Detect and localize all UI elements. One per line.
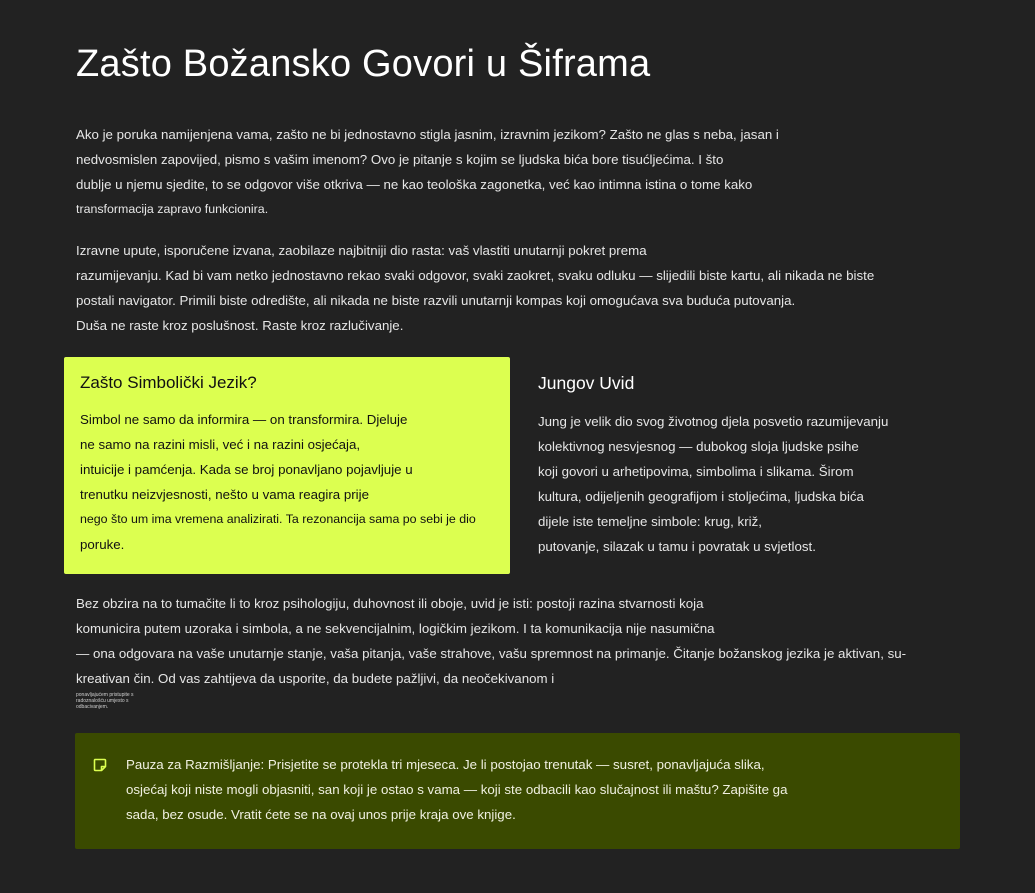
- tiny-line: odbacivanjem.: [76, 704, 109, 710]
- text-line: Duša ne raste kroz poslušnost. Raste kroz razlučivanje.: [76, 318, 404, 333]
- text-line: postali navigator. Primili biste odredište, ali nikada ne biste razvili unutarnji kompas koji omogućava sva buduća putovanja.: [76, 293, 796, 308]
- text-line: razumijevanju. Kad bi vam netko jednostavno rekao svaki odgovor, svaki zaokret, svaku odluku — slijedili biste kartu, ali nikada ne biste: [76, 268, 875, 283]
- reflection-line: osjećaj koji niste mogli objasniti, san koji je ostao s vama — koji ste odbacili kao slučajnost ili maštu? Zapišite ga: [126, 782, 788, 797]
- text-line: Ako je poruka namijenjena vama, zašto ne bi jednostavno stigla jasnim, izravnim jezikom? Zašto ne glas s neba, jasan i: [76, 127, 779, 142]
- intro-paragraph-2: [76, 238, 966, 338]
- text-line: — ona odgovara na vaše unutarnje stanje, vaša pitanja, vaše strahove, vašu spremnost na primanje. Čitanje božanskog jezika je aktivan, su-: [76, 646, 907, 661]
- text-line: transformacija zapravo funkcionira.: [76, 202, 269, 216]
- text-line: Izravne upute, isporučene izvana, zaobilaze najbitniji dio rasta: vaš vlastiti unutarnji pokret prema: [76, 243, 647, 258]
- aside-line: dijele iste temeljne simbole: krug, križ,: [538, 514, 762, 529]
- aside-line: kultura, odijeljenih geografijom i stoljećima, ljudska bića: [538, 489, 864, 504]
- aside-line: putovanje, silazak u tamu i povratak u svjetlost.: [538, 539, 816, 554]
- callout-title: Zašto Simbolički Jezik?: [80, 373, 257, 392]
- reflection-line: Pauza za Razmišljanje: Prisjetite se protekla tri mjeseca. Je li postojao trenutak — susret, ponavljajuća slika,: [126, 757, 765, 772]
- tiny-line: radoznalošću umjesto s: [76, 698, 129, 704]
- text-line: dublje u njemu sjedite, to se odgovor više otkriva — ne kao teološka zagonetka, već kao intimna istina o tome kako: [76, 177, 753, 192]
- intro-paragraph-1: [76, 122, 966, 222]
- reflection-pause-box: [75, 733, 960, 849]
- callout-line: trenutku neizvjesnosti, nešto u vama reagira prije: [80, 487, 369, 502]
- body-paragraph-3: [76, 591, 966, 691]
- callout-line: ne samo na razini misli, već i na razini osjećaja,: [80, 437, 361, 452]
- aside-line: kolektivnog nesvjesnog — dubokog sloja ljudske psihe: [538, 439, 859, 454]
- text-line: Bez obzira na to tumačite li to kroz psihologiju, duhovnost ili oboje, uvid je isti: postoji razina stvarnosti koja: [76, 596, 704, 611]
- text-line: nedvosmislen zapovijed, pismo s vašim imenom? Ovo je pitanje s kojim se ljudska bića bore tisućljećima. I što: [76, 152, 724, 167]
- text-line: kreativan čin. Od vas zahtijeva da usporite, da budete pažljivi, da neočekivanom i: [76, 671, 555, 686]
- note-icon: [93, 758, 107, 772]
- aside-title: Jungov Uvid: [538, 373, 635, 393]
- text-line: komunicira putem uzoraka i simbola, a ne sekvencijalnim, logičkim jezikom. I ta komunikacija nije nasumična: [76, 621, 715, 636]
- reflection-line: sada, bez osude. Vratit ćete se na ovaj unos prije kraja ove knjige.: [126, 807, 516, 822]
- aside-line: koji govori u arhetipovima, simbolima i slikama. Širom: [538, 464, 854, 479]
- callout-line: Simbol ne samo da informira — on transformira. Djeluje: [80, 412, 408, 427]
- callout-line: poruke.: [80, 537, 125, 552]
- page-title: Zašto Božansko Govori u Šiframa: [76, 43, 651, 85]
- jung-insight-aside: [538, 371, 968, 559]
- callout-line: intuicije i pamćenja. Kada se broj ponavljano pojavljuje u: [80, 462, 413, 477]
- tiny-line: ponavljajućem pristupite s: [76, 692, 134, 698]
- callout-line: nego što um ima vremena analizirati. Ta rezonancija sama po sebi je dio: [80, 512, 476, 526]
- symbolic-language-callout: [64, 357, 510, 574]
- aside-line: Jung je velik dio svog životnog djela posvetio razumijevanju: [538, 414, 889, 429]
- tiny-text-fragment: [76, 692, 966, 710]
